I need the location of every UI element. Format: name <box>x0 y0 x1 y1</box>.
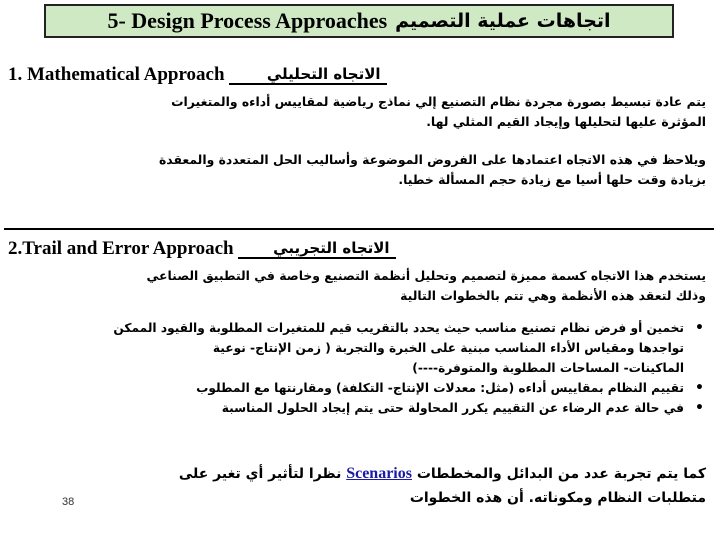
section1-para1-line2: المؤثرة عليها لتحليلها وإيجاد القيم المثلي لها. <box>426 114 706 129</box>
closing-line2: متطلبات النظام ومكوناته. أن هذه الخطوات <box>409 490 706 506</box>
closing-text-before: كما يتم تجربة عدد من البدائل والمخططات <box>416 466 706 482</box>
closing-text-after: نظرا لتأثير أي تغير على <box>178 466 342 482</box>
section1-para2-line1: ويلاحظ في هذه الاتجاه اعتمادها على الفروض الموضوعة وأساليب الحل المتعددة والمعقدة <box>158 152 706 167</box>
section1-para1-line1: يتم عادة تبسيط بصورة مجردة نظام التصنيع إلي نماذج رياضية لمقاييس أداءه والمتغيرات <box>171 94 706 109</box>
list-item-line: في حالة عدم الرضاء عن التقييم يكرر المحاولة حتى يتم إيجاد الحلول المناسبة <box>221 401 684 415</box>
section1-heading <box>8 62 710 88</box>
list-item <box>14 378 706 398</box>
list-item-line: تخمين أو فرض نظام تصنيع مناسب حيث يحدد بالتقريب قيم للمتغيرات المطلوبة والقيود الممكن <box>113 321 684 335</box>
section1-paragraph2 <box>14 150 706 190</box>
section1-title-arabic: الاتجاه التحليلي <box>229 65 387 85</box>
slide-title-box <box>44 4 674 38</box>
list-item-line: تواجدها ومقياس الأداء المناسب مبنية على الخبرة والتجربة ( زمن الإنتاج- نوعية <box>212 341 684 355</box>
page-number: 38 <box>62 496 75 508</box>
section2-intro-line1: يستخدم هذا الاتجاه كسمة مميزة لتصميم وتحليل أنظمة التصنيع وخاصة في التطبيق الصناعي <box>146 268 706 283</box>
section1-paragraph1 <box>14 92 706 132</box>
section2-intro-line2: وذلك لتعقد هذه الأنظمة وهي تتم بالخطوات التالية <box>400 288 706 303</box>
section1-title-english: 1. Mathematical Approach <box>8 64 225 85</box>
slide-title-arabic: اتجاهات عملية التصميم <box>395 10 611 32</box>
scenarios-keyword: Scenarios <box>346 465 412 482</box>
list-item <box>14 398 706 418</box>
section2-heading <box>8 236 710 262</box>
list-item-line: تقييم النظام بمقاييس أداءه (مثل: معدلات الإنتاج- التكلفة) ومقارنتها مع المطلوب <box>196 381 684 395</box>
bullet-icon: • <box>695 380 704 396</box>
section2-closing <box>14 462 706 510</box>
section2-steps-list <box>14 318 706 418</box>
list-item-line: الماكينات- المساحات المطلوبة والمتوفرة----) <box>412 361 684 375</box>
section1-para2-line2: بزيادة وقت حلها أسيا مع زيادة حجم المسألة خطيا. <box>398 172 706 187</box>
closing-line1 <box>14 462 706 486</box>
bullet-icon: • <box>695 320 704 336</box>
section-divider <box>4 228 714 230</box>
bullet-icon: • <box>695 400 704 416</box>
section2-title-arabic: الاتجاه التجريبي <box>238 239 396 259</box>
section2-title-english: 2.Trail and Error Approach <box>8 238 234 259</box>
section2-intro <box>14 266 706 306</box>
slide-title-english: 5- Design Process Approaches <box>107 8 388 33</box>
list-item <box>14 318 706 378</box>
